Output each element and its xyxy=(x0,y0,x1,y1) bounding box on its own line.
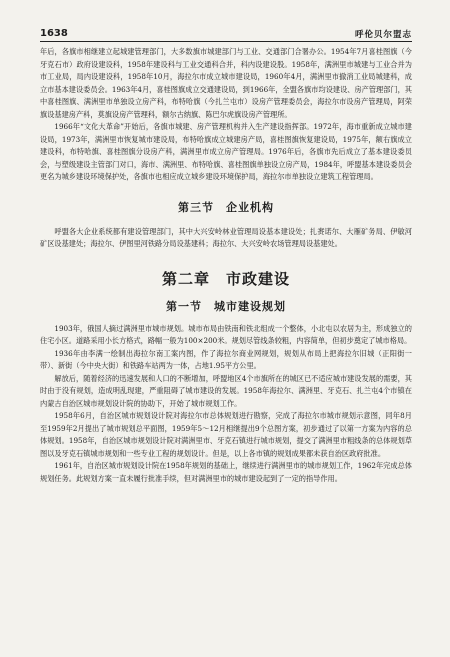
body-paragraph: 1958年6月，自治区城市规划设计院对海拉尔市总体规划进行勘察，完成了海拉尔市城市规划示意图，同年8月至1959年2月提出了城市规划总平面图，1959年5～12月相继提出9个总图方案，初步通过了以第一方案为内容的总体规划。1958年，自治区城市规划设计院对满洲里市、牙克石镇进行城市规划，提交了满洲里市粗线条的总体规划草图以及牙克石镇城市规划和一些专业工程的规划设计。但是，以上各市镇的规划成果都未获自治区政府批准。 xyxy=(40,411,412,458)
body-paragraph: 1966年“文化大革命”开始后，各旗市城建、房产管理机构并入生产建设指挥部。1972年，海市重新成立城市建设局，1973年，满洲里市恢复城市建设局，布特哈旗成立城建房产局，喜桂图旗恢复建设局，1975年，额右旗成立建设科，布特哈旗、喜桂图旗分设房产科，满洲里市成立房产管理局。1976年后，各旗市先后成立了基本建设委员会，与塑级建设主管部门对口，海市、满洲里、布特哈旗、喜桂图旗单独设立房产局，1984年，呼盟基本建设委员会更名为城乡建设环境保护处，各旗市也相应成立城乡建设环境保护局，海拉尔市单独设立建筑工程管理局。 xyxy=(40,122,412,181)
body-paragraph: 解放后，随着经济的迅速发展和人口的不断增加，呼盟地区4个市旗所在的城区已不适应城市建设发展的需要，其时由于没有规划，造成明乱现建，严重阻碍了城市建设的发展。1958年海拉尔、满洲里、牙克石、扎兰屯4个市镇在内蒙古自治区城市规划设计院的协助下，开始了城市规划工作。 xyxy=(40,373,412,408)
page-number: 1638 xyxy=(40,28,68,39)
section-title: 第三节 企业机构 xyxy=(178,200,274,214)
header-rule xyxy=(40,41,412,42)
body-paragraph: 呼盟各大企业系统都有建设管理部门，其中大兴安岭林业管理局设基本建设处；扎赉诺尔、大雁矿务局、伊敏河矿区设基建处；海拉尔、伊图里河铁路分局设基建科；海拉尔、大兴安岭农场管理局设基建处。 xyxy=(40,226,412,248)
page-body xyxy=(40,40,412,485)
page-header xyxy=(40,0,412,40)
body-paragraph: 1936年由李满一绘制出海拉尔南工案内图，作了海拉尔商业网规划，规划从布局上把海拉尔旧城（正阳街一带）、新街（今中央大街）和铁路车站两为一体，占地1.95平方公里。 xyxy=(40,348,412,370)
running-title: 呼伦贝尔盟志 xyxy=(354,30,412,40)
body-paragraph: 1961年，自治区城市规划设计院在1958年规划的基础上，继续进行满洲里市的城市规划工作，1962年完成总体规划任务。此规划方案一直未履行批准手续，但对满洲里市的城市建设起到了一定的指导作用。 xyxy=(40,461,412,483)
section-title: 第一节 城市建设规划 xyxy=(166,299,286,313)
chapter-title: 第二章 市政建设 xyxy=(161,269,290,288)
body-paragraph: 1903年，俄国人摘过满洲里市城市规划。城市布局由铁南和铁北组成一个整体，小北屯以农居为主，形成独立的住宅小区。道路采用小长方格式，路幅一般为100×200米。规划尽管线条较粗，内容简单，但初步奠定了城市格局。 xyxy=(40,323,412,345)
body-paragraph: 年后，各旗市相继建立起城建管理部门，大多数旗市城建部门与工业、交通部门合署办公。1954年7月喜桂图旗（今牙克石市）政府设建设科，1958年建设科与工业交通科合并，科内设建设股。1958年，满洲里市城建与工业合并为市工业局，局内设建设科，1958年10月，海拉尔市成立城市建设局，1960年4月，满洲里市撤消工业局城建科，成立市基本建设委员会。1963年4月，喜桂图旗成立交通建设局，到1966年，全盟各旗市均设建设、房产管理部门，其中喜桂图旗、满洲里市单独设立房产科，布特哈旗（今扎兰屯市）设房产管理委员会，海拉尔市设房产管理局，阿荣旗设基建房产科，莫旗设房产管理科，额尔古纳旗、陈巴尔虎旗设房产管理所。 xyxy=(40,47,412,119)
